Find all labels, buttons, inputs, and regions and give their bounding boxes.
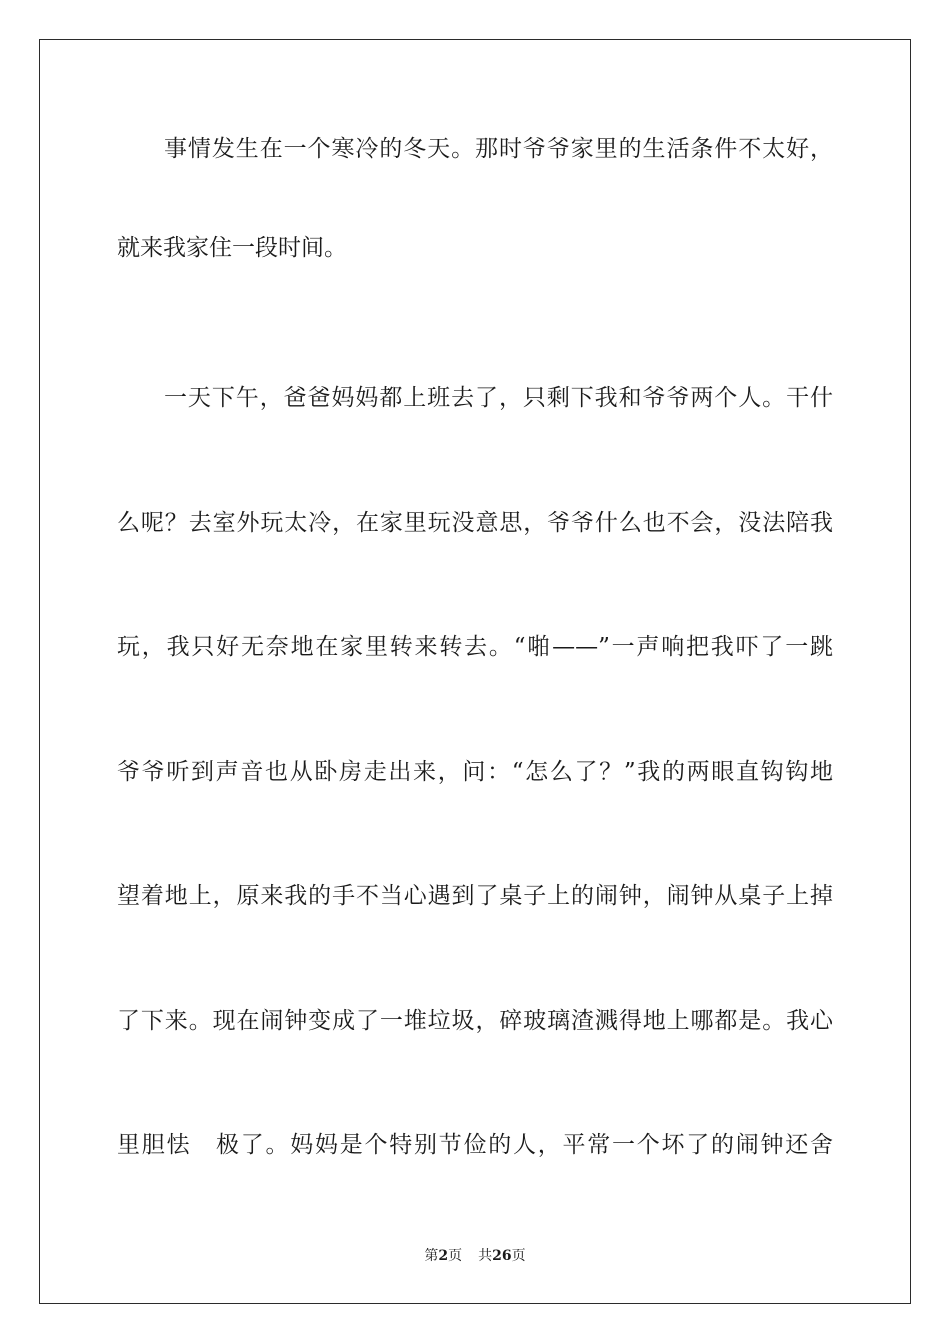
footer-page-current: 2 bbox=[438, 1248, 449, 1264]
footer-page-total: 26 bbox=[492, 1248, 512, 1264]
footer-total-prefix: 共 bbox=[478, 1248, 493, 1264]
text-line-7: 望着地上，原来我的手不当心遇到了桌子上的闹钟，闹钟从桌子上掉 bbox=[117, 883, 833, 909]
footer-page-prefix: 第 bbox=[424, 1248, 439, 1264]
page-footer bbox=[0, 1247, 950, 1265]
page-frame bbox=[39, 39, 911, 1304]
text-line-1: 事情发生在一个寒冷的冬天。那时爷爷家里的生活条件不太好， bbox=[164, 136, 833, 162]
text-line-6: 爷爷听到声音也从卧房走出来，问：“怎么了？”我的两眼直钩钩地 bbox=[117, 759, 833, 785]
text-line-5: 玩，我只好无奈地在家里转来转去。“啪——”一声响把我吓了一跳 bbox=[117, 634, 833, 660]
text-line-4: 么呢？去室外玩太冷，在家里玩没意思，爷爷什么也不会，没法陪我 bbox=[117, 510, 833, 536]
text-line-3: 一天下午，爸爸妈妈都上班去了，只剩下我和爷爷两个人。干什 bbox=[164, 385, 833, 411]
footer-total-suffix: 页 bbox=[511, 1248, 526, 1264]
text-line-8: 了下来。现在闹钟变成了一堆垃圾，碎玻璃渣溅得地上哪都是。我心 bbox=[117, 1008, 833, 1034]
text-line-2: 就来我家住一段时间。 bbox=[117, 235, 347, 261]
text-line-9: 里胆怯 极了。妈妈是个特别节俭的人，平常一个坏了的闹钟还舍 bbox=[117, 1132, 833, 1158]
footer-page-suffix: 页 bbox=[448, 1248, 463, 1264]
